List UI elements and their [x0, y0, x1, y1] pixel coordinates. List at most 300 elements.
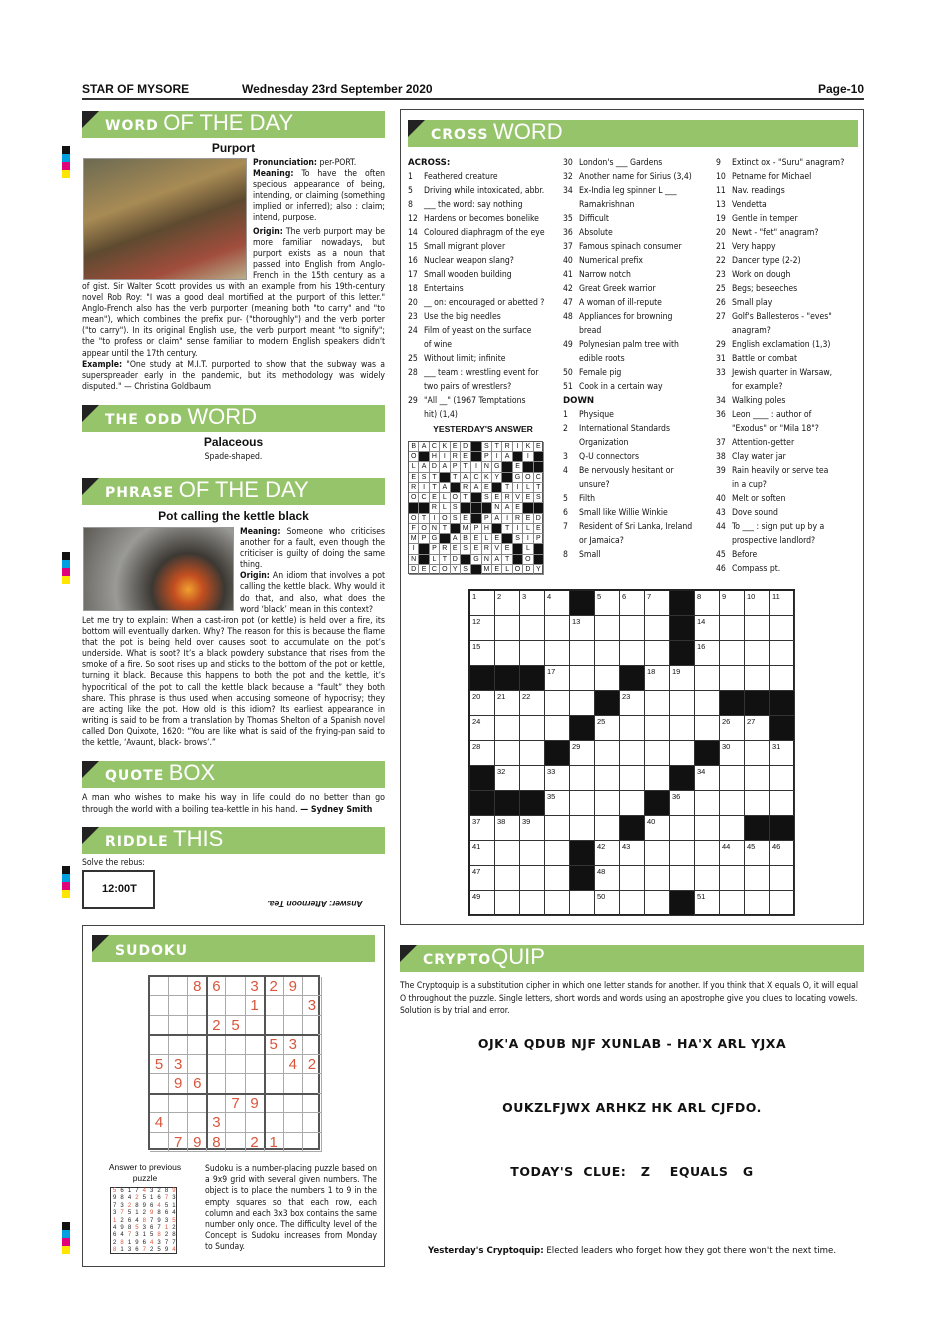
answer-cell: E: [471, 544, 481, 554]
crossword-cell[interactable]: [745, 641, 770, 666]
crossword-cell[interactable]: [520, 891, 545, 916]
answer-cell: 6: [164, 1210, 169, 1217]
crossword-cell[interactable]: [595, 641, 620, 666]
sudoku-cell[interactable]: [207, 1094, 226, 1113]
crossword-cell[interactable]: 12: [470, 616, 495, 641]
crossword-cell[interactable]: 36: [670, 791, 695, 816]
sudoku-cell[interactable]: 8: [188, 977, 207, 996]
crossword-cell[interactable]: 43: [620, 841, 645, 866]
sudoku-cell[interactable]: [188, 1094, 207, 1113]
answer-cell: T: [440, 555, 450, 565]
answer-cell: 8: [135, 1202, 139, 1209]
crossword-cell[interactable]: 32: [495, 766, 520, 791]
sudoku-cell[interactable]: 4: [150, 1113, 169, 1132]
answer-cell: 9: [157, 1217, 161, 1224]
clue-39: 39 Rain heavily or serve tea: [716, 466, 829, 476]
crossword-cell[interactable]: [520, 716, 545, 741]
crossword-cell[interactable]: 20: [470, 691, 495, 716]
crossword-cell[interactable]: [520, 841, 545, 866]
sudoku-cell[interactable]: [303, 1074, 322, 1093]
sudoku-cell[interactable]: [207, 996, 226, 1015]
sudoku-cell[interactable]: 8: [207, 1133, 226, 1152]
crossword-cell[interactable]: 45: [745, 841, 770, 866]
sudoku-cell[interactable]: [169, 996, 188, 1015]
answer-cell: A: [419, 462, 429, 472]
crossword-cell[interactable]: [670, 866, 695, 891]
word-of-day-title: Purport: [211, 141, 256, 155]
crossword-cell[interactable]: 11: [770, 591, 795, 616]
answer-cell: [471, 565, 481, 575]
crossword-cell[interactable]: [545, 716, 570, 741]
sudoku-cell[interactable]: [226, 977, 245, 996]
crossword-cell[interactable]: [620, 791, 645, 816]
crossword-cell[interactable]: [595, 766, 620, 791]
crossword-cell[interactable]: [670, 691, 695, 716]
crossword-cell[interactable]: [745, 616, 770, 641]
crossword-cell[interactable]: 17: [545, 666, 570, 691]
crossword-cell[interactable]: [620, 866, 645, 891]
sudoku-cell[interactable]: 2: [265, 977, 284, 996]
crossword-cell[interactable]: [570, 641, 595, 666]
crossword-cell[interactable]: 41: [470, 841, 495, 866]
sudoku-cell[interactable]: 2: [207, 1016, 226, 1035]
crossword-cell[interactable]: [595, 816, 620, 841]
answer-cell: [523, 462, 533, 472]
crossword-cell[interactable]: 9: [720, 591, 745, 616]
crossword-cell[interactable]: [770, 641, 795, 666]
crossword-cell[interactable]: [720, 666, 745, 691]
answer-cell: A: [419, 442, 429, 452]
sudoku-cell[interactable]: [303, 977, 322, 996]
crossword-cell[interactable]: [695, 841, 720, 866]
crossword-cell[interactable]: [745, 866, 770, 891]
crossword-cell[interactable]: [495, 741, 520, 766]
sudoku-cell[interactable]: [207, 1074, 226, 1093]
clue-40: 40 Melt or soften: [716, 494, 786, 504]
answer-cell: L: [430, 555, 440, 565]
crossword-cell[interactable]: 40: [645, 816, 670, 841]
sudoku-cell[interactable]: 6: [207, 977, 226, 996]
sudoku-cell[interactable]: [188, 1035, 207, 1054]
crossword-cell[interactable]: [695, 716, 720, 741]
answer-cell: R: [430, 503, 440, 513]
sudoku-cell[interactable]: [303, 1113, 322, 1132]
sudoku-cell[interactable]: [284, 1094, 303, 1113]
sudoku-cell[interactable]: [246, 1113, 265, 1132]
answer-cell: N: [492, 503, 502, 513]
sudoku-cell[interactable]: 3: [246, 977, 265, 996]
crossword-cell[interactable]: [645, 766, 670, 791]
crossword-cell[interactable]: 29: [570, 741, 595, 766]
crossword-cell[interactable]: [495, 716, 520, 741]
crossword-cell[interactable]: [720, 816, 745, 841]
answer-cell: [471, 442, 481, 452]
sudoku-cell[interactable]: [265, 996, 284, 1015]
crossword-cell[interactable]: [620, 766, 645, 791]
crossword-cell[interactable]: 5: [595, 591, 620, 616]
sudoku-cell[interactable]: 3: [169, 1055, 188, 1074]
crossword-cell[interactable]: 27: [745, 716, 770, 741]
crossword-cell[interactable]: [545, 866, 570, 891]
sudoku-cell[interactable]: 2: [303, 1055, 322, 1074]
sudoku-cell[interactable]: [265, 1094, 284, 1113]
black-square: [770, 716, 795, 741]
sudoku-cell[interactable]: 5: [150, 1055, 169, 1074]
clue-27: 27 Golf's Ballesteros - "eves": [716, 312, 832, 322]
quote-text: A man who wishes to make his way in life could do no better than go through the world with a boiling tea-kettle in his hand. — Sydney Smith: [82, 793, 385, 815]
crossword-cell[interactable]: 33: [545, 766, 570, 791]
answer-cell: T: [430, 483, 440, 493]
crossword-cell[interactable]: 4: [545, 591, 570, 616]
crossword-cell[interactable]: [570, 666, 595, 691]
sudoku-cell[interactable]: [207, 1055, 226, 1074]
crossword-cell[interactable]: [670, 841, 695, 866]
sudoku-cell[interactable]: [246, 1074, 265, 1093]
answer-cell: [471, 503, 481, 513]
sudoku-cell[interactable]: [150, 1133, 169, 1152]
crossword-cell[interactable]: [670, 816, 695, 841]
crossword-cell[interactable]: [495, 841, 520, 866]
answer-cell: [419, 555, 429, 565]
sudoku-cell[interactable]: [284, 1016, 303, 1035]
crossword-cell[interactable]: [495, 616, 520, 641]
clue-25: 25 Without limit; infinite: [408, 354, 506, 364]
answer-cell: R: [482, 544, 492, 554]
crossword-cell[interactable]: [595, 666, 620, 691]
crossword-cell[interactable]: 39: [520, 816, 545, 841]
answer-cell: O: [440, 514, 450, 524]
sudoku-banner: SUDOKU: [92, 935, 375, 962]
answer-cell: 5: [172, 1217, 176, 1224]
crossword-cell[interactable]: [620, 716, 645, 741]
sudoku-cell[interactable]: 9: [246, 1094, 265, 1113]
answer-cell: [471, 493, 481, 503]
sudoku-grid[interactable]: [148, 975, 320, 1150]
answer-cell: 2: [164, 1232, 169, 1239]
crossword-cell[interactable]: [745, 666, 770, 691]
sudoku-cell[interactable]: 1: [265, 1133, 284, 1152]
crossword-cell[interactable]: [645, 616, 670, 641]
crossword-cell[interactable]: 14: [695, 616, 720, 641]
crossword-cell[interactable]: 30: [720, 741, 745, 766]
sudoku-cell[interactable]: [265, 1055, 284, 1074]
crossword-cell[interactable]: [620, 641, 645, 666]
crossword-cell[interactable]: [770, 866, 795, 891]
cryptoquip-clue: TODAY'S CLUE: Z EQUALS G: [510, 1164, 754, 1179]
crossword-cell[interactable]: [695, 691, 720, 716]
sudoku-cell[interactable]: [284, 1133, 303, 1152]
crossword-cell[interactable]: 44: [720, 841, 745, 866]
sudoku-cell[interactable]: [150, 1074, 169, 1093]
crossword-cell[interactable]: 31: [770, 741, 795, 766]
crossword-cell[interactable]: [545, 891, 570, 916]
crossword-cell[interactable]: [570, 791, 595, 816]
crossword-cell[interactable]: [670, 716, 695, 741]
crossword-cell[interactable]: 34: [695, 766, 720, 791]
sudoku-cell[interactable]: [150, 1016, 169, 1035]
sudoku-cell[interactable]: 9: [284, 977, 303, 996]
answer-cell: 2: [150, 1247, 154, 1254]
crossword-cell[interactable]: 50: [595, 891, 620, 916]
answer-cell: I: [523, 452, 533, 462]
answer-cell: [502, 462, 512, 472]
crossword-cell[interactable]: 49: [470, 891, 495, 916]
crossword-cell[interactable]: 37: [470, 816, 495, 841]
crossword-cell[interactable]: [620, 891, 645, 916]
answer-cell: 3: [164, 1217, 169, 1224]
answer-cell: L: [440, 503, 450, 513]
sudoku-cell[interactable]: 6: [188, 1074, 207, 1093]
crossword-cell[interactable]: [520, 641, 545, 666]
sudoku-cell[interactable]: [303, 1035, 322, 1054]
sudoku-cell[interactable]: [265, 1113, 284, 1132]
sudoku-cell[interactable]: [226, 1133, 245, 1152]
answer-cell: 9: [172, 1188, 176, 1194]
crossword-cell[interactable]: 8: [695, 591, 720, 616]
sudoku-cell[interactable]: [207, 1035, 226, 1054]
crossword-cell[interactable]: [770, 616, 795, 641]
box-divider: [150, 1093, 318, 1095]
crossword-cell[interactable]: 28: [470, 741, 495, 766]
crossword-cell[interactable]: [745, 891, 770, 916]
answer-cell: [534, 544, 544, 554]
crossword-cell[interactable]: 21: [495, 691, 520, 716]
crossword-cell[interactable]: 1: [470, 591, 495, 616]
crossword-cell[interactable]: [545, 841, 570, 866]
crossword-cell[interactable]: [645, 891, 670, 916]
crossword-cell[interactable]: [720, 891, 745, 916]
crossword-cell[interactable]: 48: [595, 866, 620, 891]
answer-cell: B: [461, 534, 471, 544]
crossword-cell[interactable]: 38: [495, 816, 520, 841]
sudoku-cell[interactable]: [226, 1055, 245, 1074]
crossword-cell[interactable]: [745, 766, 770, 791]
crossword-cell[interactable]: [645, 866, 670, 891]
sudoku-cell[interactable]: 5: [265, 1035, 284, 1054]
crossword-cell[interactable]: [570, 766, 595, 791]
sudoku-cell[interactable]: [303, 1133, 322, 1152]
answer-cell: 8: [157, 1210, 161, 1217]
sudoku-cell[interactable]: 9: [169, 1074, 188, 1093]
sudoku-cell[interactable]: 3: [207, 1113, 226, 1132]
crossword-cell[interactable]: [570, 816, 595, 841]
answer-cell: G: [492, 462, 502, 472]
sudoku-cell[interactable]: [226, 996, 245, 1015]
sudoku-cell[interactable]: 7: [226, 1094, 245, 1113]
sudoku-cell[interactable]: 5: [226, 1016, 245, 1035]
answer-cell: 7: [135, 1188, 139, 1194]
crossword-grid[interactable]: [468, 589, 795, 916]
crossword-cell[interactable]: [520, 741, 545, 766]
crossword-cell[interactable]: [720, 766, 745, 791]
sudoku-cell[interactable]: [169, 1094, 188, 1113]
crossword-cell[interactable]: [720, 866, 745, 891]
sudoku-cell[interactable]: [150, 1035, 169, 1054]
crossword-cell[interactable]: [770, 766, 795, 791]
answer-cell: S: [419, 473, 429, 483]
sudoku-cell[interactable]: 1: [246, 996, 265, 1015]
crossword-cell[interactable]: 46: [770, 841, 795, 866]
phrase-meaning: Meaning: Someone who criticises another for a fault, even though the criticiser is guilty of doing the same thing. Origin: An idiom that involves a pot calling the kettle black. Why would it do that, and also, what does the word ‘black’ mean in this context?: [240, 527, 385, 615]
answer-cell: L: [523, 524, 533, 534]
crossword-cell[interactable]: [495, 641, 520, 666]
answer-cell: M: [461, 524, 471, 534]
crossword-cell[interactable]: 6: [620, 591, 645, 616]
crossword-cell[interactable]: [670, 741, 695, 766]
crossword-cell[interactable]: [645, 741, 670, 766]
sudoku-cell[interactable]: [169, 1113, 188, 1132]
answer-cell: 4: [157, 1202, 161, 1209]
clue-7: 7 Resident of Sri Lanka, Ireland: [563, 522, 693, 532]
sudoku-cell[interactable]: [284, 1113, 303, 1132]
crossword-cell[interactable]: [645, 641, 670, 666]
crossword-cell[interactable]: 25: [595, 716, 620, 741]
crossword-cell[interactable]: [720, 791, 745, 816]
crossword-cell[interactable]: [695, 866, 720, 891]
crossword-cell[interactable]: 15: [470, 641, 495, 666]
black-square: [595, 691, 620, 716]
sudoku-cell[interactable]: [226, 1035, 245, 1054]
crossword-cell[interactable]: [745, 791, 770, 816]
crossword-cell[interactable]: [545, 691, 570, 716]
odd-word-banner: THE ODD WORD: [82, 405, 385, 432]
color-registration-mark: [62, 146, 70, 178]
crossword-cell[interactable]: [695, 666, 720, 691]
across-clues-col2: 30 London's ___ Gardens 32 Another name for Sirius (3,4) 34 Ex-India leg spinner L ___ Ramakrishnan 35 Difficult 36 Absolute 37 Famous spinach consumer 40 Numerical prefix 41 Narrow notch 42 Great Greek warrior 47 A woman of ill-repute 48 Appliances for browning bread 49 Polynesian palm tree with edible roots 50 Female pig 51 Cook in a certain way DOWN 1 Physique 2 International Standards Organization 3 Q-U connectors 4 Be nervously hesitant or unsure? 5 Filth 6 Small like Willie Winkie 7 Resident of Sri Lanka, Ireland or Jamaica? 8 Small: [563, 156, 713, 562]
crossword-cell[interactable]: 19: [670, 666, 695, 691]
crossword-cell[interactable]: [545, 641, 570, 666]
crossword-cell[interactable]: [520, 766, 545, 791]
crossword-cell[interactable]: 10: [745, 591, 770, 616]
crossword-cell[interactable]: [495, 866, 520, 891]
crossword-cell[interactable]: [570, 691, 595, 716]
black-square: [570, 841, 595, 866]
crossword-cell[interactable]: [645, 716, 670, 741]
sudoku-cell[interactable]: 4: [284, 1055, 303, 1074]
answer-cell: [513, 452, 523, 462]
sudoku-cell[interactable]: [188, 1113, 207, 1132]
sudoku-cell[interactable]: [150, 1094, 169, 1113]
crossword-cell[interactable]: [495, 891, 520, 916]
crossword-cell[interactable]: 2: [495, 591, 520, 616]
crossword-cell[interactable]: 51: [695, 891, 720, 916]
cryptoquip-intro: The Cryptoquip is a substitution cipher in which one letter stands for another. If you think that X equals O, it will equal O throughout the puzzle. Single letters, short words and words using an apostrophe give you clues to locating vowels. Solution is by trial and error.: [400, 981, 859, 1016]
crossword-cell[interactable]: 13: [570, 616, 595, 641]
clue-33: 33 Jewish quarter in Warsaw,: [716, 368, 833, 378]
sudoku-cell[interactable]: [246, 1035, 265, 1054]
sudoku-cell[interactable]: [150, 996, 169, 1015]
crossword-cell[interactable]: 23: [620, 691, 645, 716]
crossword-cell[interactable]: [695, 791, 720, 816]
sudoku-cell[interactable]: [284, 1074, 303, 1093]
crossword-cell[interactable]: [770, 791, 795, 816]
answer-cell: E: [492, 493, 502, 503]
sudoku-cell[interactable]: 2: [246, 1133, 265, 1152]
crossword-cell[interactable]: 3: [520, 591, 545, 616]
sudoku-cell[interactable]: [303, 1094, 322, 1113]
crossword-cell[interactable]: 42: [595, 841, 620, 866]
color-registration-mark: [62, 552, 70, 584]
crossword-cell[interactable]: 22: [520, 691, 545, 716]
crossword-cell[interactable]: [720, 616, 745, 641]
crossword-cell[interactable]: [645, 691, 670, 716]
crossword-cell[interactable]: [520, 616, 545, 641]
sudoku-cell[interactable]: [284, 996, 303, 1015]
crossword-cell[interactable]: [695, 816, 720, 841]
crossword-cell[interactable]: [745, 741, 770, 766]
crossword-cell[interactable]: 47: [470, 866, 495, 891]
answer-cell: 7: [113, 1202, 117, 1209]
crossword-cell[interactable]: [620, 616, 645, 641]
sudoku-cell[interactable]: [188, 1016, 207, 1035]
crossword-cell[interactable]: [595, 616, 620, 641]
sudoku-cell[interactable]: [188, 1055, 207, 1074]
sudoku-cell[interactable]: [226, 1074, 245, 1093]
crossword-cell[interactable]: [545, 816, 570, 841]
crossword-cell[interactable]: 18: [645, 666, 670, 691]
answer-cell: 7: [164, 1239, 169, 1246]
sudoku-cell[interactable]: [303, 1016, 322, 1035]
answer-cell: T: [502, 483, 512, 493]
answer-cell: 3: [142, 1225, 146, 1231]
sudoku-cell[interactable]: [246, 1016, 265, 1035]
answer-cell: [461, 555, 471, 565]
crossword-cell[interactable]: [720, 641, 745, 666]
answer-cell: [492, 483, 502, 493]
crossword-cell[interactable]: [520, 866, 545, 891]
crossword-cell[interactable]: 7: [645, 591, 670, 616]
crossword-cell[interactable]: [595, 741, 620, 766]
down-clues-col3: [716, 156, 861, 576]
sudoku-cell[interactable]: [188, 996, 207, 1015]
answer-cell: V: [513, 493, 523, 503]
crossword-cell[interactable]: 26: [720, 716, 745, 741]
crossword-cell[interactable]: [770, 666, 795, 691]
answer-cell: 4: [135, 1217, 139, 1224]
sudoku-cell[interactable]: 3: [284, 1035, 303, 1054]
sudoku-cell[interactable]: 3: [303, 996, 322, 1015]
crossword-cell[interactable]: 16: [695, 641, 720, 666]
sudoku-cell[interactable]: [265, 1016, 284, 1035]
answer-cell: A: [461, 473, 471, 483]
crossword-cell[interactable]: [645, 841, 670, 866]
sudoku-cell[interactable]: [226, 1113, 245, 1132]
clue-6: 6 Small like Willie Winkie: [563, 508, 668, 518]
crossword-cell[interactable]: [770, 891, 795, 916]
sudoku-cell[interactable]: [169, 977, 188, 996]
sudoku-cell[interactable]: 7: [169, 1133, 188, 1152]
crossword-cell[interactable]: 35: [545, 791, 570, 816]
crossword-cell[interactable]: [595, 791, 620, 816]
crossword-cell[interactable]: [545, 616, 570, 641]
crossword-cell[interactable]: [620, 741, 645, 766]
clue-4: 4 Be nervously hesitant or: [563, 466, 674, 476]
sudoku-cell[interactable]: [246, 1055, 265, 1074]
answer-cell: O: [440, 565, 450, 575]
sudoku-cell[interactable]: 9: [188, 1133, 207, 1152]
crossword-cell[interactable]: 24: [470, 716, 495, 741]
clue-36: 36 Leon ____ : author of: [716, 410, 812, 420]
sudoku-cell[interactable]: [265, 1074, 284, 1093]
sudoku-cell[interactable]: [169, 1016, 188, 1035]
sudoku-cell[interactable]: [169, 1035, 188, 1054]
black-square: [670, 616, 695, 641]
sudoku-cell[interactable]: [150, 977, 169, 996]
clue-40: 40 Numerical prefix: [563, 256, 643, 266]
answer-cell: I: [513, 524, 523, 534]
crossword-cell[interactable]: [570, 891, 595, 916]
answer-cell: K: [523, 442, 533, 452]
